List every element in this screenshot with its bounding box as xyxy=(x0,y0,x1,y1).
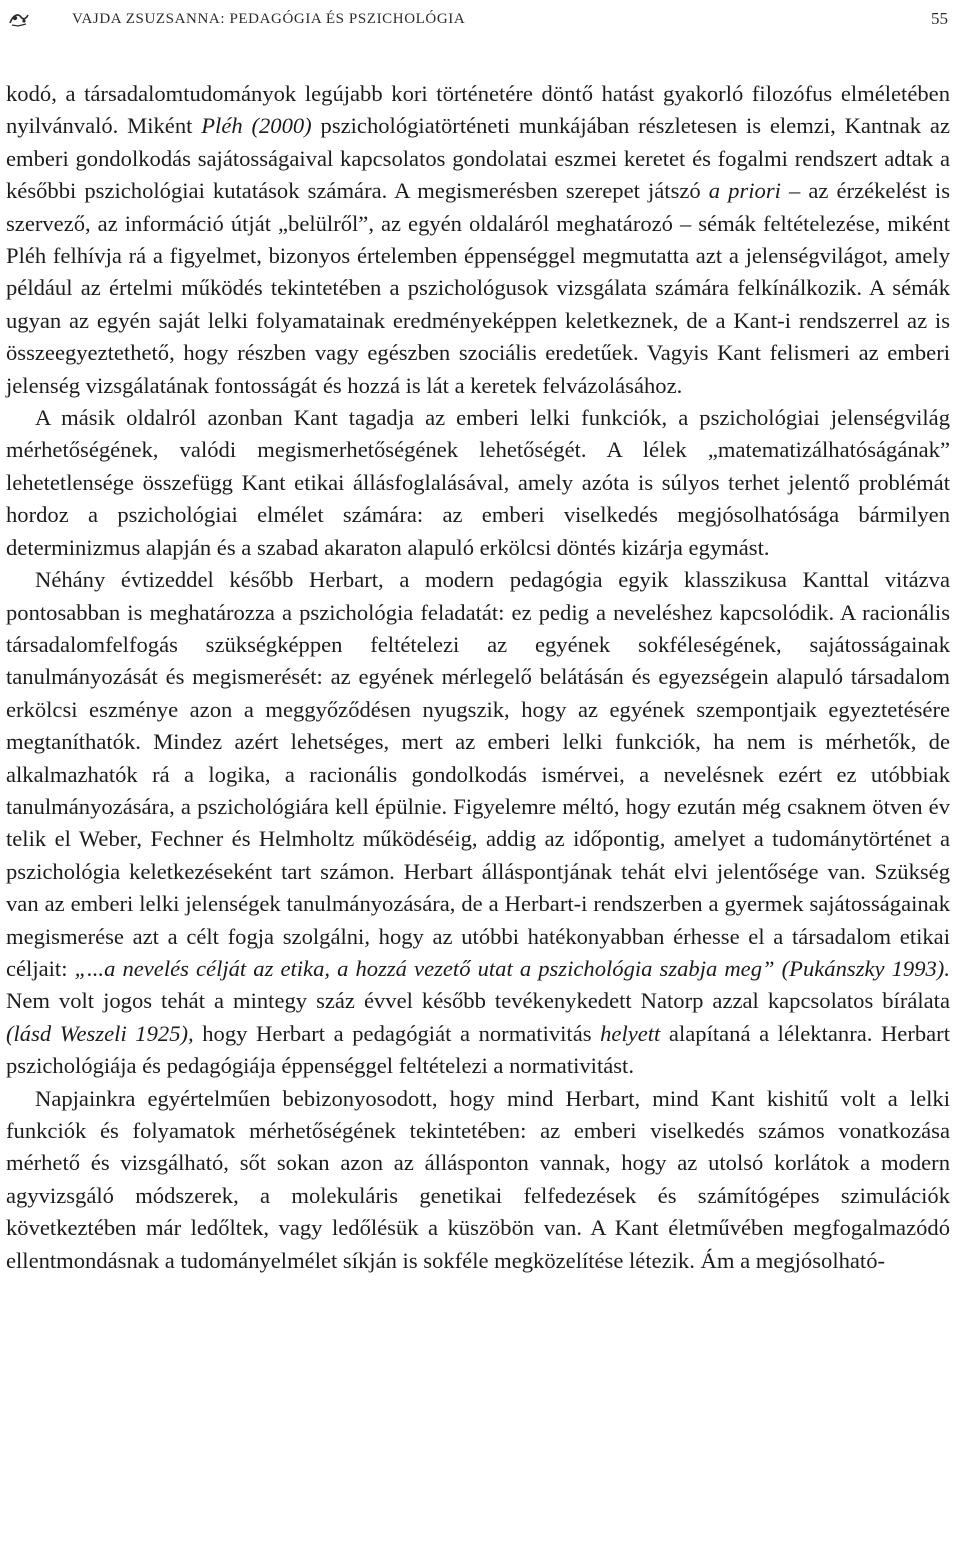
paragraph xyxy=(6,1083,950,1277)
italic-text-segment: „...a nevelés célját az etika, a hozzá vezető utat a pszichológia szabja meg” (Pukánszky 1993). xyxy=(74,955,950,981)
italic-text-segment: Pléh (2000) xyxy=(201,113,312,139)
text-segment: pszichológiatörténeti munkájában részletesen is elemzi, Kantnak az emberi gondolkodás sajátosságaival kapcsolatos gondolatai eszmei keretet és fogalmi rendszert adtak a későbbi pszichológiai kutatások számára. A megismerésben szerepet játszó xyxy=(6,113,950,204)
italic-text-segment: (lásd Weszeli 1925), xyxy=(6,1020,194,1046)
paragraph xyxy=(6,78,950,402)
body-text xyxy=(6,78,950,1277)
text-segment: Nem volt jogos tehát a mintegy száz évvel később tevékenykedett Natorp azzal kapcsolatos bírálata xyxy=(6,988,950,1014)
text-segment: A másik oldalról azonban Kant tagadja az emberi lelki funkciók, a pszichológiai jelenségvilág mérhetőségének, valódi megismerhetőségének lehetőségét. A lélek „matematizálhatóságának” lehetetlensége összefügg Kant etikai állásfoglalásával, amely azóta is súlyos terhet jelentő problémát hordoz a pszichológiai elmélet számára: az emberi viselkedés megjósolhatósága bármilyen determinizmus alapján és a szabad akaraton alapuló erkölcsi döntés kizárja egymást. xyxy=(6,405,950,560)
text-segment: Néhány évtizeddel később Herbart, a modern pedagógia egyik klasszikusa Kanttal vitázva pontosabban is meghatározza a pszichológia feladatát: ez pedig a neveléshez kapcsolódik. A racionális társadalomfelfogás szükségképpen feltételezi az egyének sokféleségének, sajátosságainak tanulmányozását és megismerését: az egyének mérlegelő belátásán és egyezségein alapuló társadalom erkölcsi eszménye azon a meggyőződésen nyugszik, hogy az egyének szempontjaik egyeztetésére megtaníthatók. Mindez azért lehetséges, mert az emberi lelki funkciók, ha nem is mérhetők, de alkalmazhatók rá a logika, a racionális gondolkodás ismérvei, a nevelésnek ezért ez utóbbiak tanulmányozására, a pszichológiára kell épülnie. Figyelemre méltó, hogy ezután még csaknem ötven év telik el Weber, Fechner és Helmholtz működéséig, addig az időpontig, amelyet a tudománytörténet a pszichológia keletkezéseként tart számon. Herbart álláspontjának tehát elvi jelentősége van. Szükség van az emberi lelki jelenségek tanulmányozására, de a Herbart-i rendszerben a gyermek sajátosságainak megismerése azt a célt fogja szolgálni, hogy az utóbbi hatékonyabban érhesse el a társadalom etikai céljait: xyxy=(6,567,950,981)
running-header-title: VAJDA ZSUZSANNA: PEDAGÓGIA ÉS PSZICHOLÓGIA xyxy=(72,10,466,27)
text-segment: – az érzékelést is szervező, az információ útját „belülről”, az egyén oldaláról meghatározó – sémák feltételezése, miként Pléh felhívja rá a figyelmet, bizonyos értelemben éppenséggel megmutatta azt a jelenségvilágot, amely például az értelmi működés tekintetében a pszichológusok vizsgálata számára felkínálkozik. A sémák ugyan az egyén saját lelki folyamatainak eredményeképpen keletkeznek, de a Kant-i rendszerrel az is összeegyeztethető, hogy részben vagy egészben szociális eredetűek. Vagyis Kant felismeri az emberi jelenség vizsgálatának fontosságát és hozzá is lát a keretek felvázolásához. xyxy=(6,178,950,398)
running-header xyxy=(6,6,954,32)
italic-text-segment: a priori xyxy=(708,178,781,204)
italic-text-segment: helyett xyxy=(600,1020,661,1046)
text-segment: hogy Herbart a pedagógiát a normativitás xyxy=(193,1020,601,1046)
text-segment: alapítaná a lélektanra. Herbart pszichológiája és pedagógiája éppenséggel feltételezi a normativitást. xyxy=(6,1020,950,1079)
text-segment: kodó, a társadalomtudományok legújabb kori történetére döntő hatást gyakorló filozófus elméletében nyilvánvaló. Miként xyxy=(6,81,950,139)
paragraph xyxy=(6,564,950,1083)
text-segment: Napjainkra egyértelműen bebizonyosodott, hogy mind Herbart, mind Kant kishitű volt a lelki funkciók és folyamatok mérhetőségének tekintetében: az emberi viselkedés számos vonatkozása mérhető és vizsgálható, sőt sokan azon az állásponton vannak, hogy az utolsó korlátok a modern agyvizsgáló módszerek, a molekuláris genetikai felfedezések és számítógépes szimulációk következtében már ledőltek, vagy ledőlésük a küszöbön van. A Kant életművében megfogalmazódó ellentmondásnak a tudományelmélet síkján is sokféle megközelítése létezik. Ám a megjósolható- xyxy=(6,1085,950,1273)
printer-ornament-icon xyxy=(8,9,32,29)
paragraph xyxy=(6,402,950,564)
page-number: 55 xyxy=(931,9,948,28)
